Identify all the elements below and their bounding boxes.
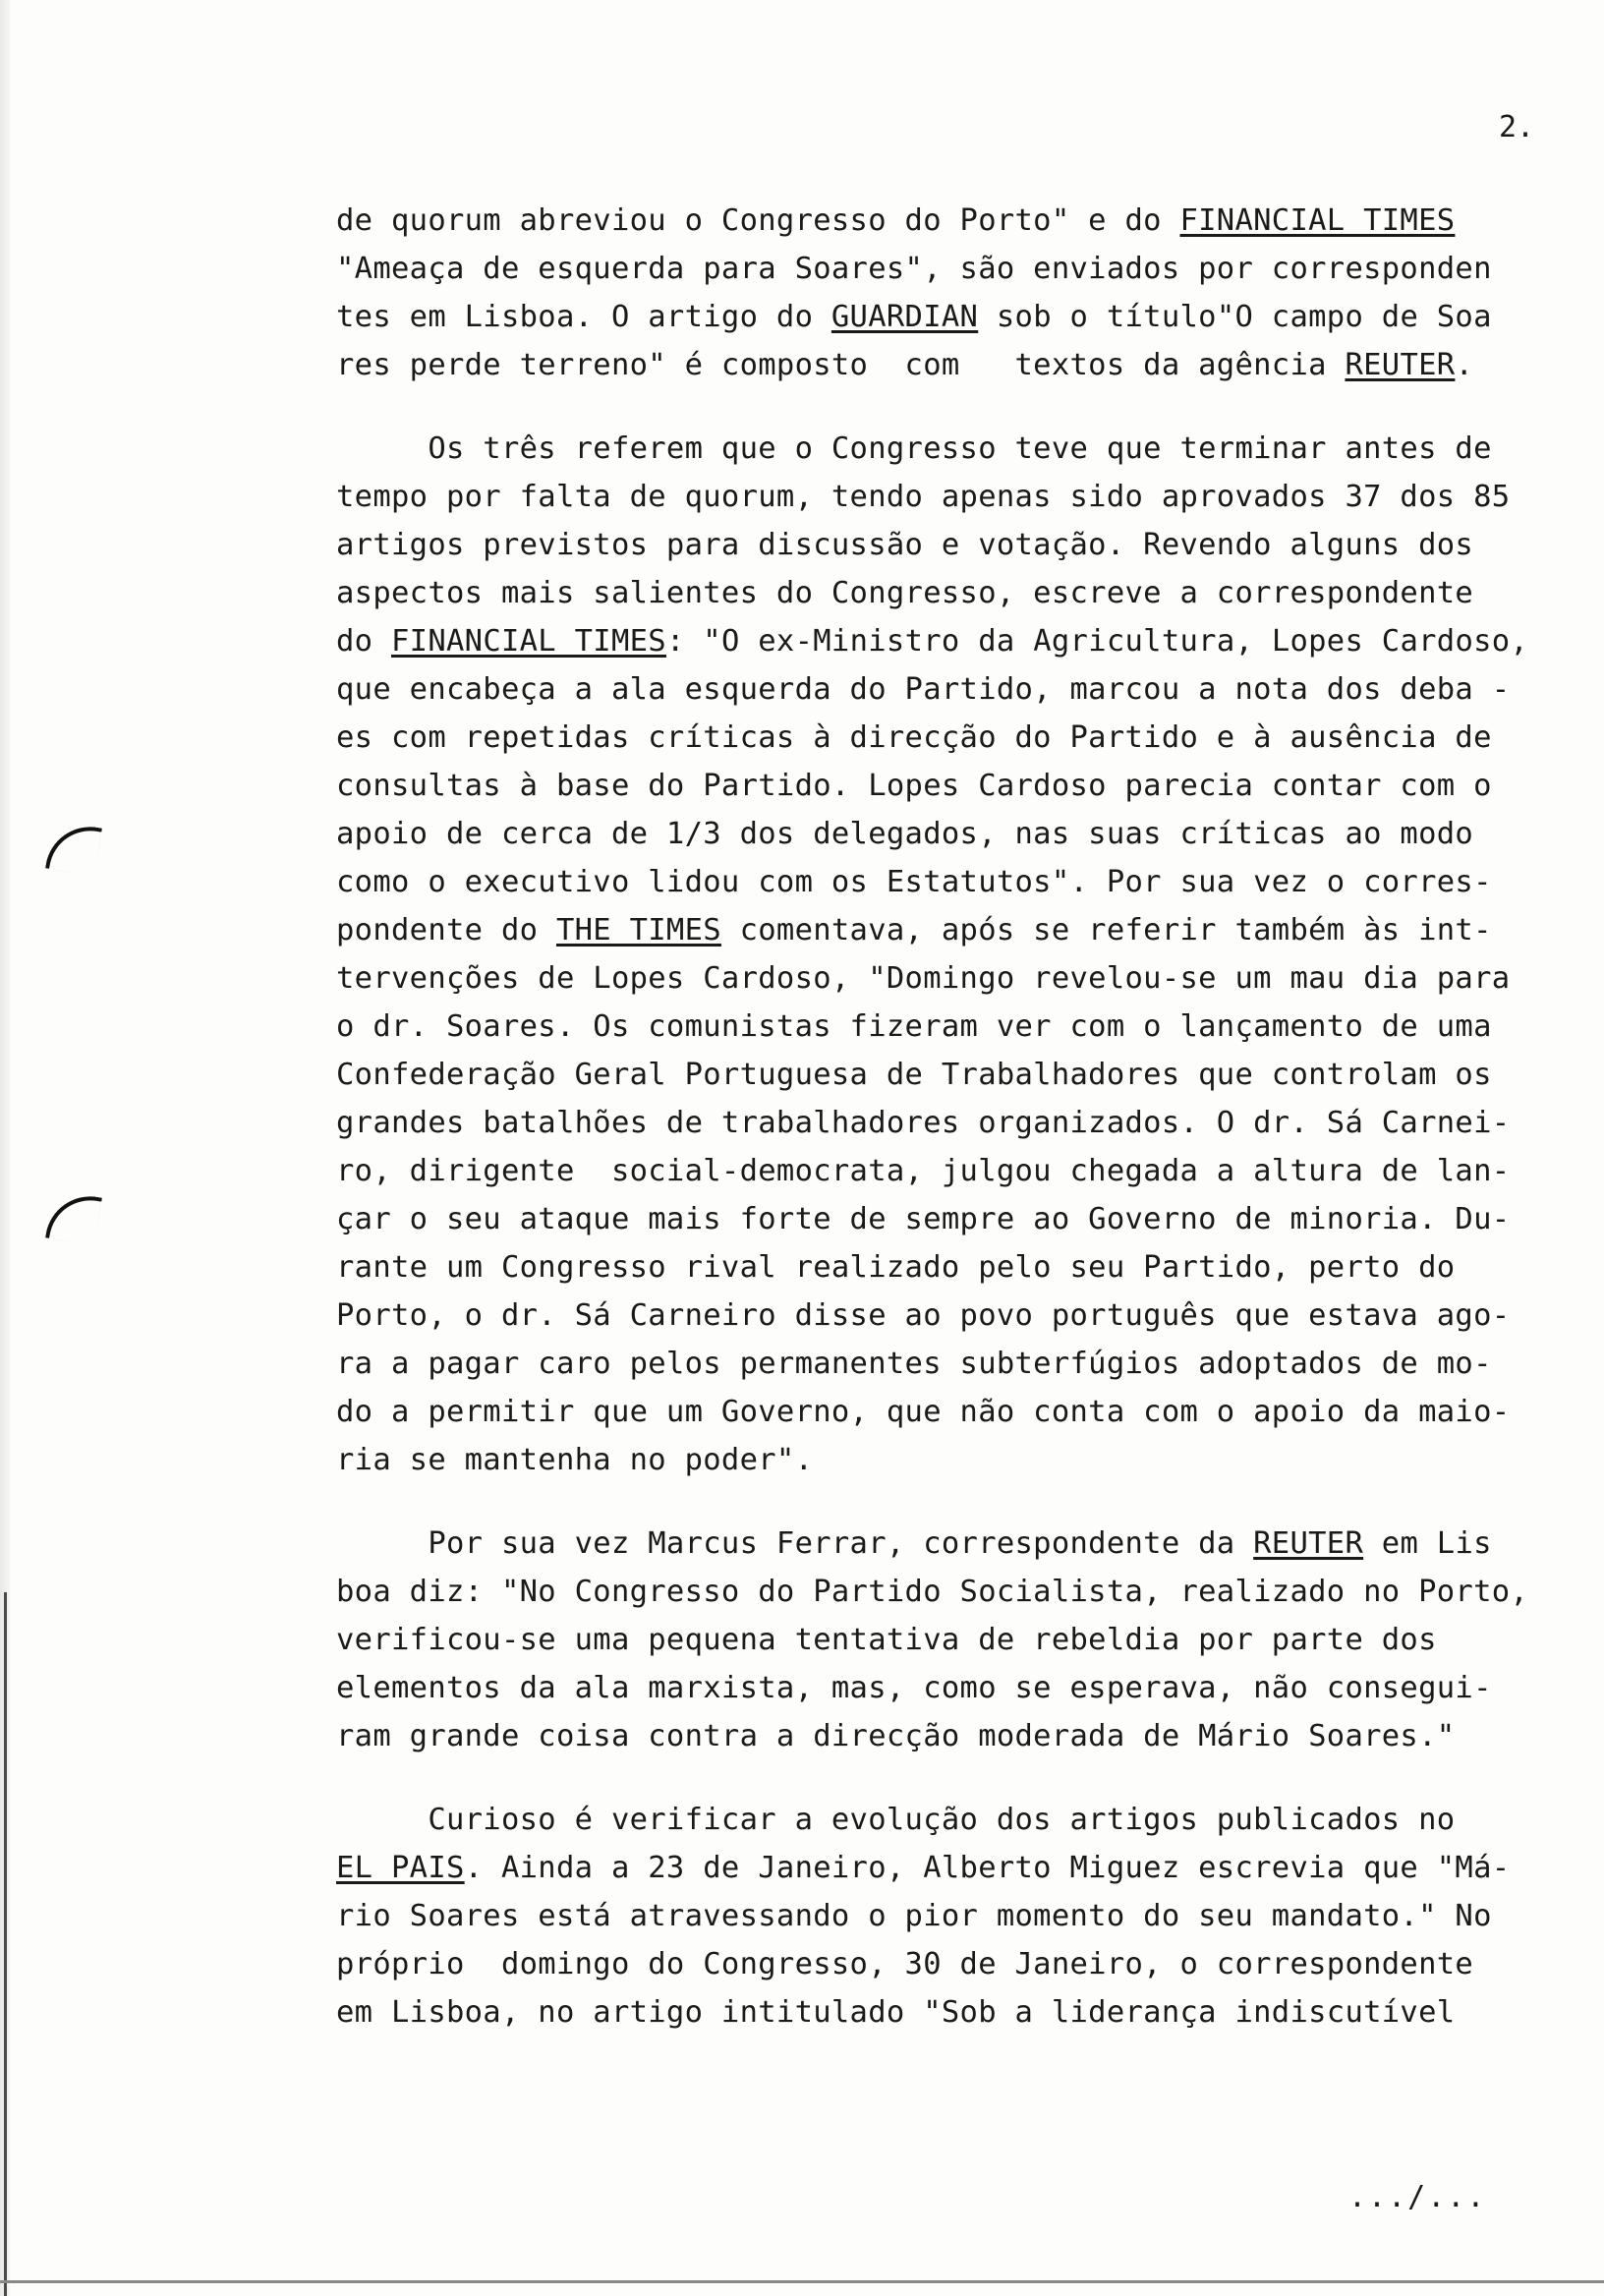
text-run: artigos previstos para discussão e votação. Revendo alguns dos [336,528,1474,562]
underlined-publication-name: REUTER [1345,348,1456,382]
text-line [336,1892,1604,1940]
scan-bottom-edge [0,2280,1604,2283]
text-line [336,1796,1604,1844]
text-line [336,245,1604,293]
text-run: verificou-se uma pequena tentativa de rebeldia por parte dos [336,1623,1437,1657]
text-line [336,906,1604,954]
text-line [336,473,1604,521]
text-line [336,714,1604,762]
text-run: çar o seu ataque mais forte de sempre ao Governo de minoria. Du- [336,1202,1511,1236]
text-run: . [1455,348,1474,382]
text-run: do a permitir que um Governo, que não conta com o apoio da maio- [336,1395,1511,1429]
text-run: do [336,624,391,659]
text-line [336,1940,1604,1988]
text-line [336,665,1604,714]
paragraph [336,197,1604,389]
text-run: ria se mantenha no poder". [336,1443,814,1477]
text-run: próprio domingo do Congresso, 30 de Janeiro, o correspondente [336,1947,1474,1981]
page-number: 2. [1499,110,1535,144]
punch-hole-mark-bottom [45,1189,102,1246]
text-run: o dr. Soares. Os comunistas fizeram ver com o lançamento de uma [336,1009,1492,1044]
text-run: res perde terreno" é composto com textos da agência [336,348,1346,382]
text-line [336,1844,1604,1892]
paragraph [336,1796,1604,2037]
text-run: . Ainda a 23 de Janeiro, Alberto Miguez escrevia que "Má- [464,1851,1511,1885]
text-line [336,954,1604,1003]
text-run: consultas à base do Partido. Lopes Cardoso parecia contar com o [336,769,1492,803]
text-line [336,1988,1604,2037]
text-line [336,762,1604,810]
text-line [336,1147,1604,1195]
text-line [336,425,1604,473]
text-run: que encabeça a ala esquerda do Partido, marcou a nota dos deba - [336,672,1511,707]
text-run: tes em Lisboa. O artigo do [336,300,831,334]
text-run: Curioso é verificar a evolução dos artigos publicados no [336,1803,1456,1837]
text-line [336,1099,1604,1147]
text-line [336,1664,1604,1712]
text-run: rio Soares está atravessando o pior momento do seu mandato." No [336,1899,1492,1933]
text-run: pondente do [336,913,556,947]
text-run: rante um Congresso rival realizado pelo seu Partido, perto do [336,1250,1456,1285]
text-run: Porto, o dr. Sá Carneiro disse ao povo português que estava ago- [336,1298,1511,1333]
text-line [336,810,1604,858]
text-run: como o executivo lidou com os Estatutos". Por sua vez o corres- [336,865,1492,899]
text-run: "Ameaça de esquerda para Soares", são enviados por corresponden [336,252,1492,286]
text-line [336,1436,1604,1484]
text-line [336,1388,1604,1436]
text-line [336,1568,1604,1616]
text-line [336,341,1604,389]
text-run: Confederação Geral Portuguesa de Trabalhadores que controlam os [336,1058,1492,1092]
text-run: ro, dirigente social-democrata, julgou chegada a altura de lan- [336,1154,1511,1188]
text-run: Os três referem que o Congresso teve que terminar antes de [336,431,1492,466]
text-line [336,1292,1604,1340]
underlined-publication-name: REUTER [1253,1526,1364,1561]
text-line [336,521,1604,569]
text-line [336,1616,1604,1664]
text-run: es com repetidas críticas à direcção do Partido e à ausência de [336,720,1492,755]
text-run: elementos da ala marxista, mas, como se esperava, não consegui- [336,1671,1492,1705]
text-run: em Lisboa, no artigo intitulado "Sob a liderança indiscutível [336,1995,1456,2030]
text-run: de quorum abreviou o Congresso do Porto" e do [336,203,1180,238]
paragraph [336,1520,1604,1760]
text-line [336,1243,1604,1292]
text-line [336,858,1604,906]
underlined-publication-name: FINANCIAL TIMES [1179,203,1456,238]
continuation-mark: .../... [1348,2180,1487,2214]
text-run: Por sua vez Marcus Ferrar, correspondente da [336,1526,1254,1561]
text-line [336,293,1604,341]
underlined-publication-name: THE TIMES [555,913,721,947]
text-run: aspectos mais salientes do Congresso, escreve a correspondente [336,576,1474,610]
punch-hole-mark-top [45,820,102,877]
text-run: ra a pagar caro pelos permanentes subterfúgios adoptados de mo- [336,1347,1492,1381]
text-run: comentava, após se referir também às int- [720,913,1492,947]
text-line [336,197,1604,245]
text-line [336,1195,1604,1243]
text-run: tervenções de Lopes Cardoso, "Domingo revelou-se um mau dia para [336,961,1511,996]
text-run: sob o título"O campo de Soa [978,300,1492,334]
text-line [336,1520,1604,1568]
paragraph [336,425,1604,1484]
text-line [336,569,1604,617]
text-run: ram grande coisa contra a direcção moderada de Mário Soares." [336,1719,1456,1753]
underlined-publication-name: EL PAIS [336,1851,465,1885]
underlined-publication-name: FINANCIAL TIMES [391,624,666,659]
text-run: : "O ex-Ministro da Agricultura, Lopes Cardoso, [665,624,1529,659]
body-text [336,197,1604,2072]
text-run: em Lis [1363,1526,1492,1561]
text-run: tempo por falta de quorum, tendo apenas sido aprovados 37 dos 85 [336,480,1511,514]
text-line [336,1340,1604,1388]
underlined-publication-name: GUARDIAN [831,300,979,334]
scan-binding-shadow [4,1592,7,2296]
text-line [336,617,1604,665]
text-run: grandes batalhões de trabalhadores organizados. O dr. Sá Carnei- [336,1106,1511,1140]
text-line [336,1712,1604,1760]
text-line [336,1051,1604,1099]
text-line [336,1003,1604,1051]
text-run: apoio de cerca de 1/3 dos delegados, nas suas críticas ao modo [336,817,1474,851]
text-run: boa diz: "No Congresso do Partido Socialista, realizado no Porto, [336,1575,1529,1609]
